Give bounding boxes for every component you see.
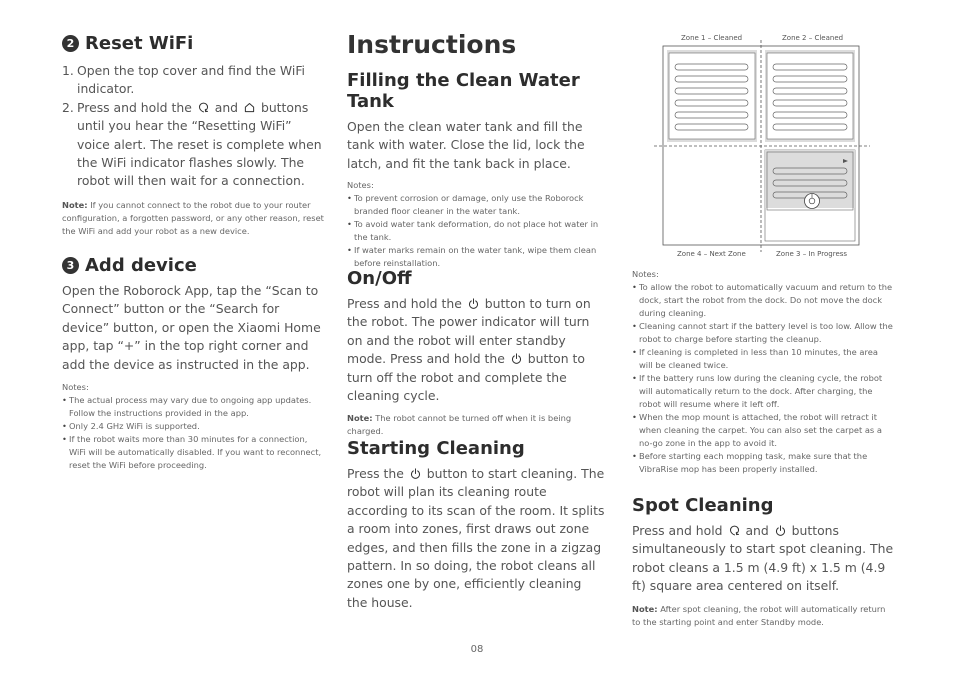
notes-section xyxy=(632,268,894,476)
onoff-body: Press and hold the button to turn on the robot. The power indicator will turn on and the robot will enter standby mode. Press and hold the button to turn off the robot and complete the cleaning cycle. xyxy=(347,296,591,404)
list-item: • To avoid water tank deformation, do not place hot water in the tank. xyxy=(347,218,605,244)
zone3-label: Zone 3 – In Progress xyxy=(776,250,848,258)
add-device-body: Open the Roborock App, tap the “Scan to Connect” button or the “Search for device” button, or open the Xiaomi Home app, tap “+” in the top right corner and add the device as instructed in the app. xyxy=(62,283,321,372)
zone2-label: Zone 2 – Cleaned xyxy=(782,34,844,42)
zone-map-drawing xyxy=(0,30,954,265)
starting-title: Starting Cleaning xyxy=(347,438,525,459)
step-number-badge: 2 xyxy=(62,35,79,52)
onoff-section xyxy=(347,268,605,438)
onoff-title: On/Off xyxy=(347,268,412,289)
notes-label: Notes: xyxy=(347,180,374,191)
starting-body: Press the button to start cleaning. The robot will plan its cleaning route according to its scan of the room. It splits a room into zones, first draws out zone edges, and then fills the zone in a zigzag pattern. In so doing, the robot cleans all zones one by one, efficiently cleaning the house. xyxy=(347,466,605,610)
spot-section xyxy=(632,495,894,629)
notes-label: Notes: xyxy=(62,382,89,393)
step-number-badge: 3 xyxy=(62,257,79,274)
onoff-note: Note: The robot cannot be turned off when it is being charged. xyxy=(347,413,572,437)
reset-wifi-note: Note: If you cannot connect to the robot due to your router configuration, a forgotten password, or any other reason, reset the WiFi and add your robot as a new device. xyxy=(62,199,324,236)
power-icon xyxy=(775,525,786,536)
power-icon xyxy=(511,353,522,364)
list-item: 2. Press and hold the and buttons until you hear the “Resetting WiFi” voice alert. The reset is complete when the WiFi indicator flashes slowly. The robot will then wait for a connection. xyxy=(62,99,322,189)
list-item: • To prevent corrosion or damage, only use the Roborock branded floor cleaner in the water tank. xyxy=(347,192,605,218)
list-item: • If the robot waits more than 30 minutes for a connection, WiFi will be automatically disabled. If you want to reconnect, reset the WiFi before proceeding. xyxy=(62,433,324,472)
spot-title: Spot Cleaning xyxy=(632,495,774,516)
cleaning-notes xyxy=(632,281,894,476)
add-device-title: Add device xyxy=(85,255,197,276)
reset-wifi-title: Reset WiFi xyxy=(85,33,194,54)
page-number: 08 xyxy=(470,644,484,655)
list-item: • To allow the robot to automatically vacuum and return to the dock, start the robot from the dock. Do not move the dock during cleaning. xyxy=(632,281,894,320)
zone1-label: Zone 1 – Cleaned xyxy=(681,34,743,42)
list-item: • If the battery runs low during the cleaning cycle, the robot will automatically return to the dock. After charging, the robot will resume where it left off. xyxy=(632,372,894,411)
zone-diagram xyxy=(0,30,954,265)
list-item: • When the mop mount is attached, the robot will retract it when cleaning the carpet. You can also set the carpet as a no-go zone in the app to avoid it. xyxy=(632,411,894,450)
power-icon xyxy=(468,298,479,309)
add-device-notes xyxy=(62,394,324,472)
list-item: • Only 2.4 GHz WiFi is supported. xyxy=(62,420,324,433)
filling-body: Open the clean water tank and fill the tank with water. Close the lid, lock the latch, and fit the tank back in place. xyxy=(347,119,585,171)
spot-note: Note: After spot cleaning, the robot will automatically return to the starting point and enter Standby mode. xyxy=(632,603,886,627)
starting-section xyxy=(347,438,605,612)
notes-label: Notes: xyxy=(632,269,659,279)
zone4-label: Zone 4 – Next Zone xyxy=(677,250,746,258)
spot-clean-icon xyxy=(729,525,740,536)
list-item: • If cleaning is completed in less than 10 minutes, the area will be cleaned twice. xyxy=(632,346,894,372)
add-device-section xyxy=(62,255,324,472)
filling-title: Filling the Clean Water Tank xyxy=(347,70,580,112)
page-title: Instructions xyxy=(347,30,517,59)
list-item: 1. Open the top cover and find the WiFi indicator. xyxy=(62,63,306,97)
list-item: • The actual process may vary due to ongoing app updates. Follow the instructions provided in the app. xyxy=(62,394,324,420)
list-item: • If water marks remain on the water tank, wipe them clean before reinstallation. xyxy=(347,244,605,270)
list-item: • Before starting each mopping task, make sure that the VibraRise mop has been properly installed. xyxy=(632,450,894,476)
power-icon xyxy=(410,468,421,479)
spot-body: Press and hold and buttons simultaneously to start spot cleaning. The robot cleans a 1.5 m (4.9 ft) x 1.5 m (4.9 ft) square area centered on itself. xyxy=(632,523,894,594)
list-item: • Cleaning cannot start if the battery level is too low. Allow the robot to charge before starting the cleanup. xyxy=(632,320,894,346)
